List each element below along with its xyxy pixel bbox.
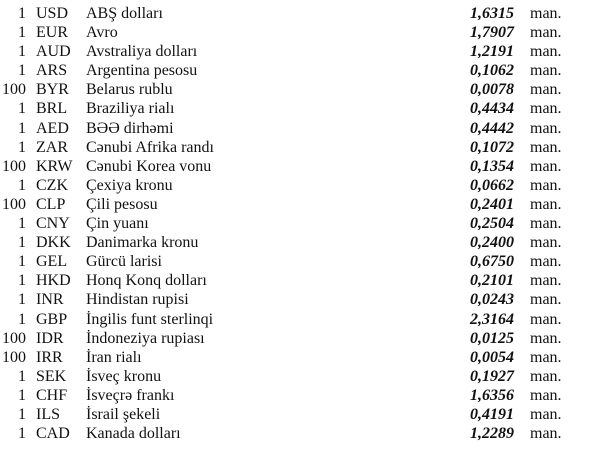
exchange-rate: 1,6356	[470, 386, 514, 404]
currency-unit: man.	[530, 157, 562, 175]
exchange-rate: 0,0662	[470, 176, 514, 194]
currency-name: İsrail şekeli	[86, 405, 161, 423]
quantity: 1	[18, 100, 26, 118]
currency-name: İran rialı	[86, 348, 142, 366]
exchange-rate: 0,6750	[470, 253, 514, 271]
exchange-rate: 0,0054	[470, 348, 514, 366]
currency-unit: man.	[530, 43, 562, 61]
quantity: 100	[2, 329, 26, 347]
exchange-rate: 0,0243	[470, 291, 514, 309]
quantity: 1	[18, 405, 26, 423]
exchange-rate: 1,6315	[470, 5, 514, 22]
rate-row-eur	[0, 23, 590, 42]
rate-row-zar	[0, 138, 590, 157]
currency-unit: man.	[530, 62, 562, 80]
rate-row-hkd	[0, 271, 590, 290]
currency-code: DKK	[36, 234, 71, 252]
currency-code: ILS	[36, 405, 60, 423]
rate-row-czk	[0, 176, 590, 195]
currency-unit: man.	[530, 5, 562, 22]
currency-unit: man.	[530, 386, 562, 404]
currency-code: ZAR	[36, 138, 68, 156]
currency-name: Braziliya rialı	[86, 100, 175, 118]
exchange-rate: 0,2400	[470, 234, 514, 252]
quantity: 1	[18, 291, 26, 309]
currency-unit: man.	[530, 348, 562, 366]
exchange-rate: 0,0125	[470, 329, 514, 347]
exchange-rate: 0,1062	[470, 62, 514, 80]
currency-unit: man.	[530, 81, 562, 99]
exchange-rate: 0,1927	[470, 367, 514, 385]
exchange-rate: 0,0078	[470, 81, 514, 99]
currency-name: Avro	[86, 24, 118, 42]
rate-row-idr	[0, 329, 590, 348]
quantity: 1	[18, 176, 26, 194]
quantity: 1	[18, 310, 26, 328]
currency-name: Çili pesosu	[86, 195, 158, 213]
quantity: 1	[18, 62, 26, 80]
quantity: 1	[18, 425, 26, 443]
quantity: 100	[2, 348, 26, 366]
currency-unit: man.	[530, 405, 562, 423]
currency-code: INR	[36, 291, 64, 309]
exchange-rate: 1,7907	[470, 24, 514, 42]
quantity: 1	[18, 215, 26, 233]
currency-name: İngilis funt sterlinqi	[86, 310, 214, 328]
rate-row-aud	[0, 42, 590, 61]
currency-unit: man.	[530, 291, 562, 309]
rate-row-inr	[0, 290, 590, 309]
currency-unit: man.	[530, 119, 562, 137]
currency-unit: man.	[530, 24, 562, 42]
currency-unit: man.	[530, 176, 562, 194]
rate-row-cny	[0, 214, 590, 233]
rate-row-gel	[0, 252, 590, 271]
rate-row-dkk	[0, 233, 590, 252]
currency-unit: man.	[530, 100, 562, 118]
rate-row-clp	[0, 195, 590, 214]
currency-name: Hindistan rupisi	[86, 291, 189, 309]
quantity: 100	[2, 195, 26, 213]
currency-name: İsveç kronu	[86, 367, 162, 385]
currency-name: Honq Konq dolları	[86, 272, 207, 290]
quantity: 1	[18, 119, 26, 137]
quantity: 1	[18, 24, 26, 42]
currency-code: CHF	[36, 386, 68, 404]
currency-code: CLP	[36, 195, 66, 213]
exchange-rate: 0,2401	[470, 195, 514, 213]
currency-code: HKD	[36, 272, 71, 290]
currency-code: ARS	[36, 62, 68, 80]
currency-unit: man.	[530, 272, 562, 290]
rate-row-sek	[0, 367, 590, 386]
currency-code: EUR	[36, 24, 68, 42]
currency-name: Kanada dolları	[86, 425, 181, 443]
quantity: 1	[18, 138, 26, 156]
rate-row-usd	[0, 4, 590, 23]
currency-code: GEL	[36, 253, 68, 271]
currency-code: IDR	[36, 329, 64, 347]
quantity: 1	[18, 386, 26, 404]
quantity: 100	[2, 81, 26, 99]
currency-code: CAD	[36, 425, 70, 443]
quantity: 100	[2, 157, 26, 175]
exchange-rate: 1,2191	[470, 43, 514, 61]
rate-row-irr	[0, 348, 590, 367]
currency-name: İndoneziya rupiası	[86, 329, 205, 347]
currency-code: KRW	[36, 157, 73, 175]
quantity: 1	[18, 367, 26, 385]
rate-row-ils	[0, 405, 590, 424]
quantity: 1	[18, 234, 26, 252]
currency-unit: man.	[530, 253, 562, 271]
quantity: 1	[18, 253, 26, 271]
rate-row-cad	[0, 424, 590, 443]
currency-unit: man.	[530, 329, 562, 347]
quantity: 1	[18, 272, 26, 290]
currency-code: CNY	[36, 215, 70, 233]
currency-code: CZK	[36, 176, 68, 194]
currency-name: Argentina pesosu	[86, 62, 198, 80]
currency-name: Avstraliya dolları	[86, 43, 198, 61]
exchange-rate: 0,1354	[470, 157, 514, 175]
currency-code: BYR	[36, 81, 69, 99]
currency-code: IRR	[36, 348, 63, 366]
rate-row-aed	[0, 119, 590, 138]
currency-code: BRL	[36, 100, 68, 118]
quantity: 1	[18, 5, 26, 22]
exchange-rate: 2,3164	[470, 310, 514, 328]
rate-row-brl	[0, 99, 590, 118]
exchange-rate: 0,4191	[470, 405, 514, 423]
currency-name: Danimarka kronu	[86, 234, 199, 252]
currency-name: Çexiya kronu	[86, 176, 173, 194]
currency-unit: man.	[530, 367, 562, 385]
exchange-rate: 0,4442	[470, 119, 514, 137]
currency-code: SEK	[36, 367, 67, 385]
currency-unit: man.	[530, 234, 562, 252]
exchange-rate: 0,2101	[470, 272, 514, 290]
currency-code: AUD	[36, 43, 71, 61]
rate-row-ars	[0, 61, 590, 80]
exchange-rate: 0,1072	[470, 138, 514, 156]
currency-unit: man.	[530, 138, 562, 156]
quantity: 1	[18, 43, 26, 61]
currency-name: İsveçrə frankı	[86, 386, 175, 404]
exchange-rate: 0,4434	[470, 100, 514, 118]
rate-row-byr	[0, 80, 590, 99]
rate-row-chf	[0, 386, 590, 405]
currency-name: Cənubi Korea vonu	[86, 157, 212, 175]
currency-code: AED	[36, 119, 69, 137]
currency-name: Cənubi Afrika randı	[86, 138, 214, 156]
currency-name: Belarus rublu	[86, 81, 173, 99]
rate-row-krw	[0, 157, 590, 176]
rate-row-gbp	[0, 310, 590, 329]
exchange-rates-table	[0, 4, 590, 443]
currency-code: GBP	[36, 310, 68, 328]
currency-name: ABŞ dolları	[86, 5, 163, 22]
currency-unit: man.	[530, 425, 562, 443]
currency-name: Gürcü larisi	[86, 253, 162, 271]
currency-unit: man.	[530, 195, 562, 213]
currency-unit: man.	[530, 215, 562, 233]
currency-name: BƏƏ dirhəmi	[86, 119, 174, 137]
exchange-rate: 0,2504	[470, 215, 514, 233]
currency-name: Çin yuanı	[86, 215, 149, 233]
exchange-rate: 1,2289	[470, 425, 514, 443]
currency-unit: man.	[530, 310, 562, 328]
currency-code: USD	[36, 5, 69, 22]
